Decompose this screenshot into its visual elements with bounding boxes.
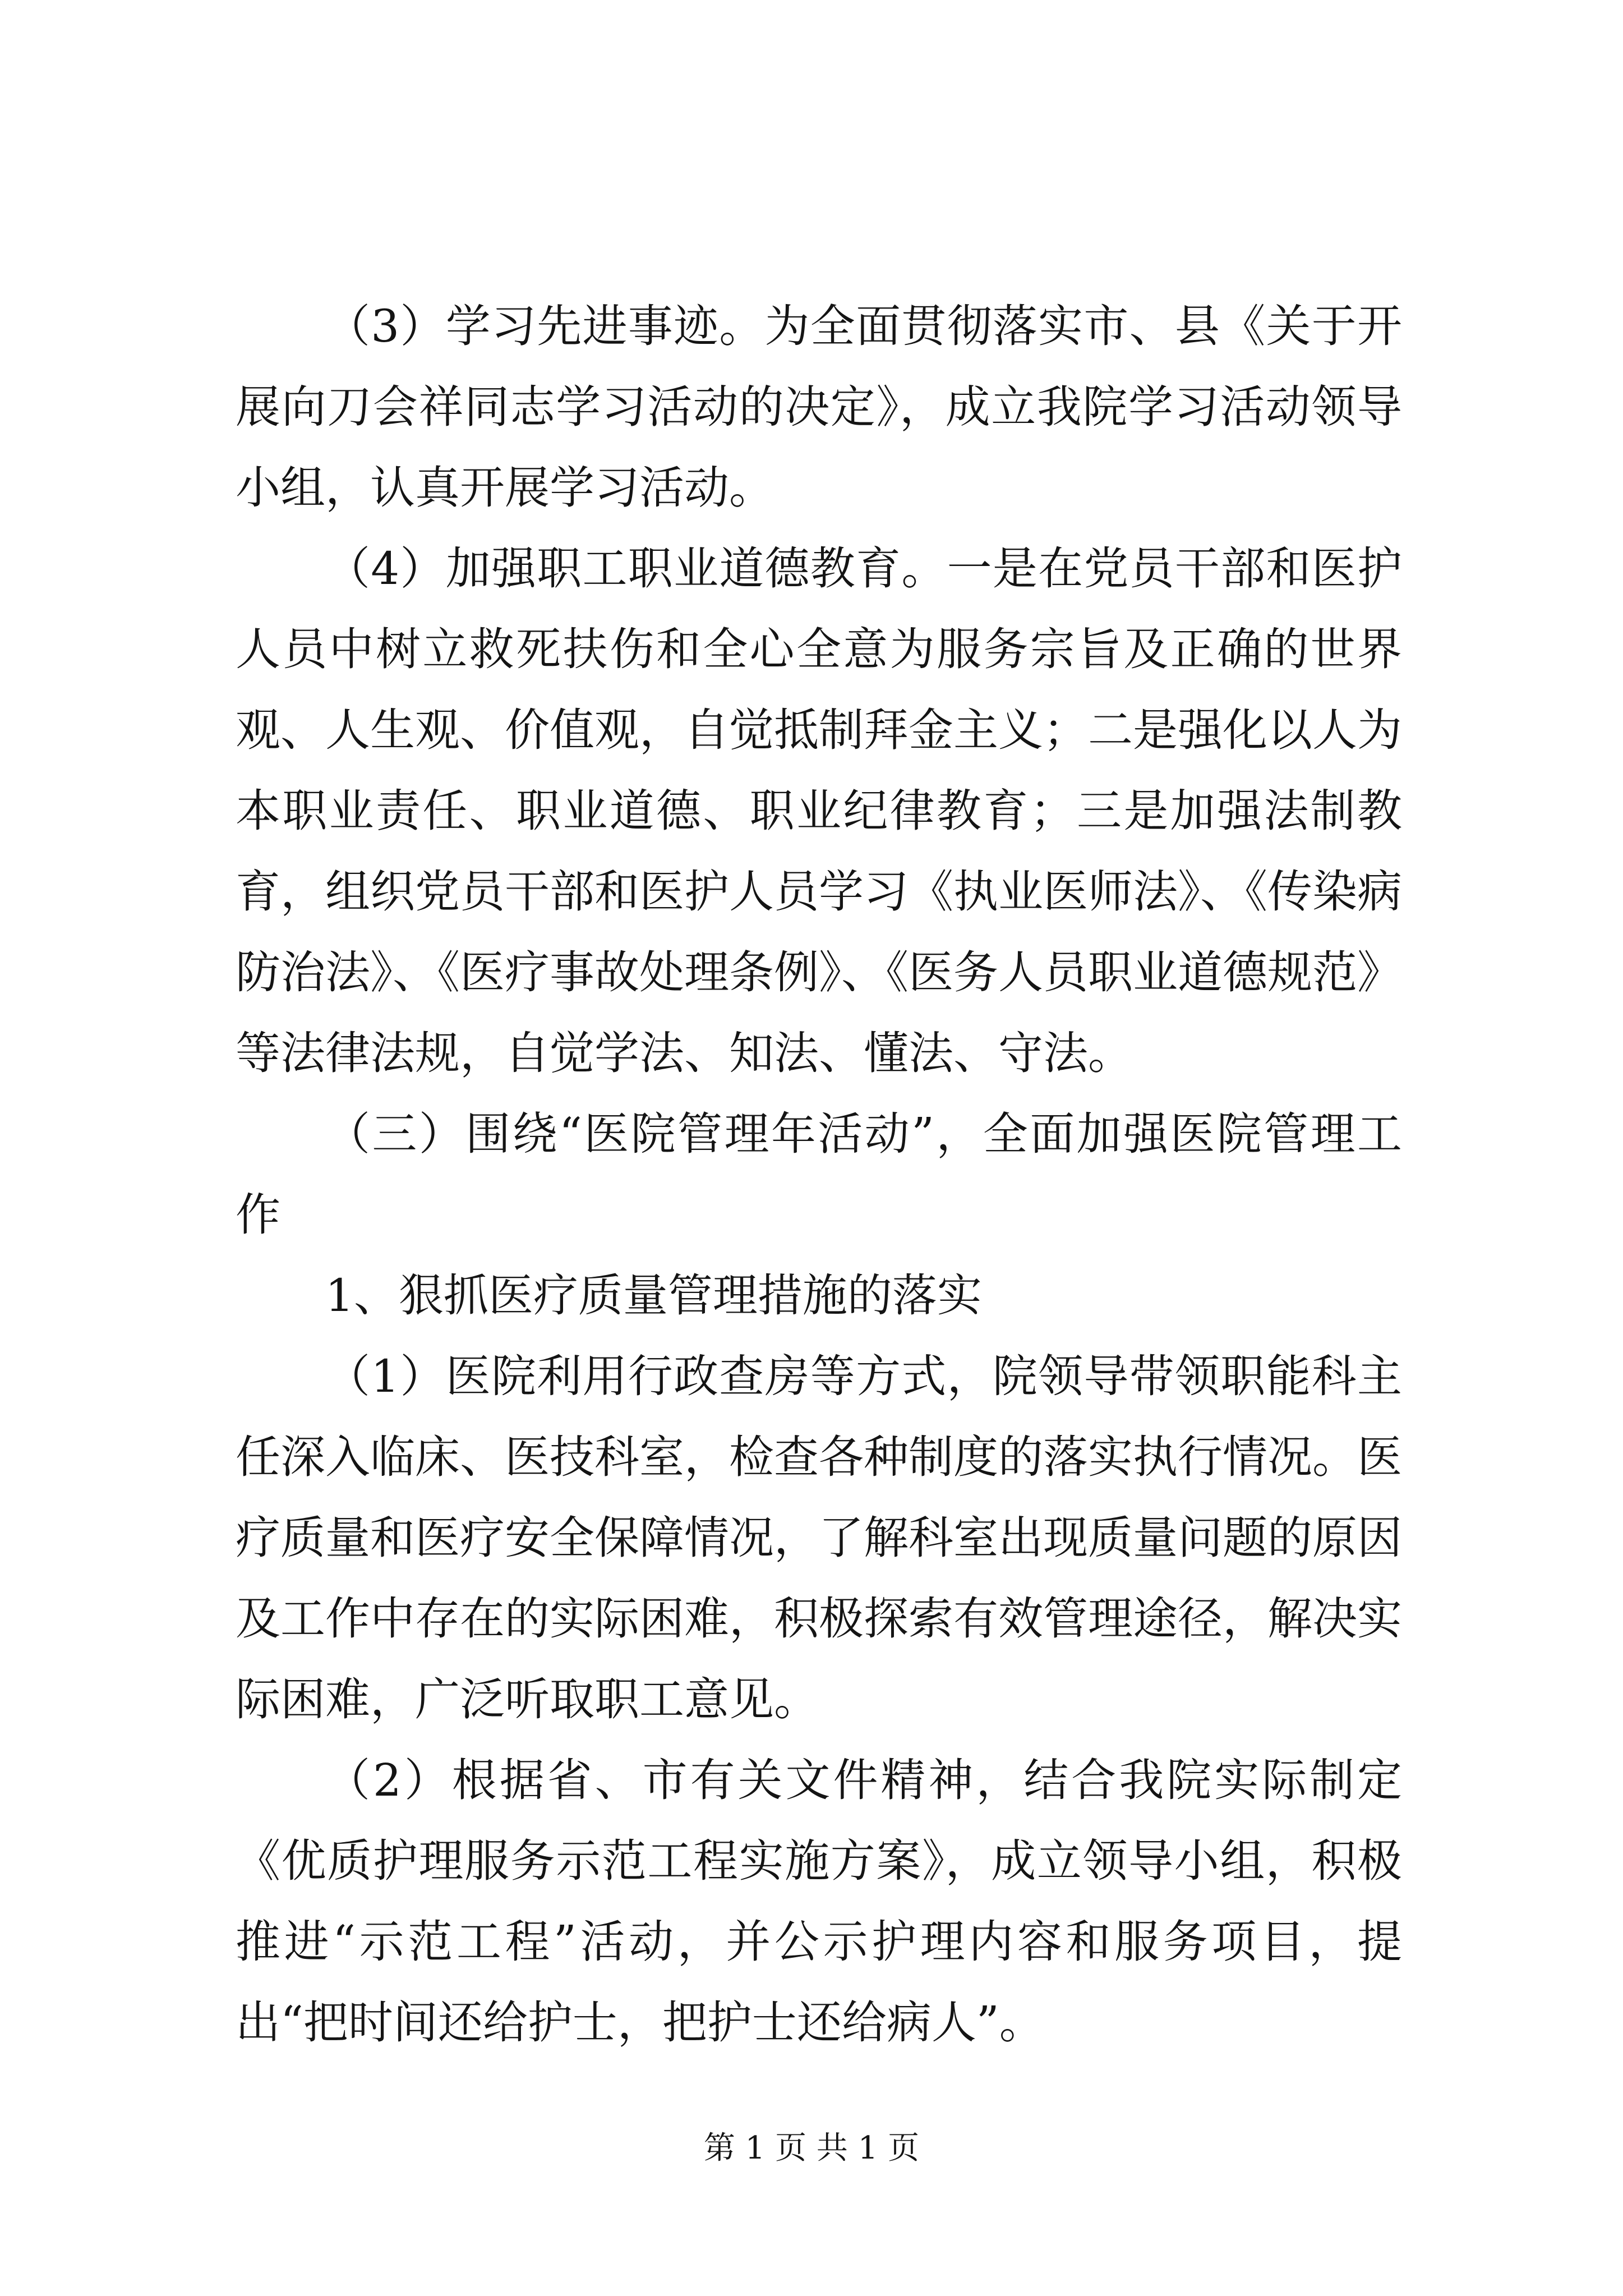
page-number-footer: 第 1 页 共 1 页 [703,2130,920,2166]
paragraph-2: （4）加强职工职业道德教育。一是在党员干部和医护人员中树立救死扶伤和全心全意为服务宗旨及正确的世界观、人生观、价值观，自觉抵制拜金主义；二是强化以人为本职业责任、职业道德、职业纪律教育；三是加强法制教育，组织党员干部和医护人员学习《执业医师法》、《传染病防治法》、《医疗事故处理条例》、《医务人员职业道德规范》等法律法规，自觉学法、知法、懂法、守法。 [236,542,1402,1079]
document-body [236,286,1402,2063]
section-heading: （三）围绕“医院管理年活动”，全面加强医院管理工作 [236,1108,1402,1241]
paragraph-3: （1）医院利用行政查房等方式，院领导带领职能科主任深入临床、医技科室，检查各种制度的落实执行情况。医疗质量和医疗安全保障情况，了解科室出现质量问题的原因及工作中存在的实际困难，积极探索有效管理途径，解决实际困难，广泛听取职工意见。 [236,1350,1402,1726]
paragraph-4: （2）根据省、市有关文件精神，结合我院实际制定《优质护理服务示范工程实施方案》，成立领导小组，积极推进“示范工程”活动，并公示护理内容和服务项目，提出“把时间还给护士，把护士还给病人”。 [236,1754,1402,2049]
subsection-heading: 1、狠抓医疗质量管理措施的落实 [325,1269,982,1322]
paragraph-1: （3）学习先进事迹。为全面贯彻落实市、县《关于开展向刀会祥同志学习活动的决定》，成立我院学习活动领导小组，认真开展学习活动。 [236,300,1402,514]
